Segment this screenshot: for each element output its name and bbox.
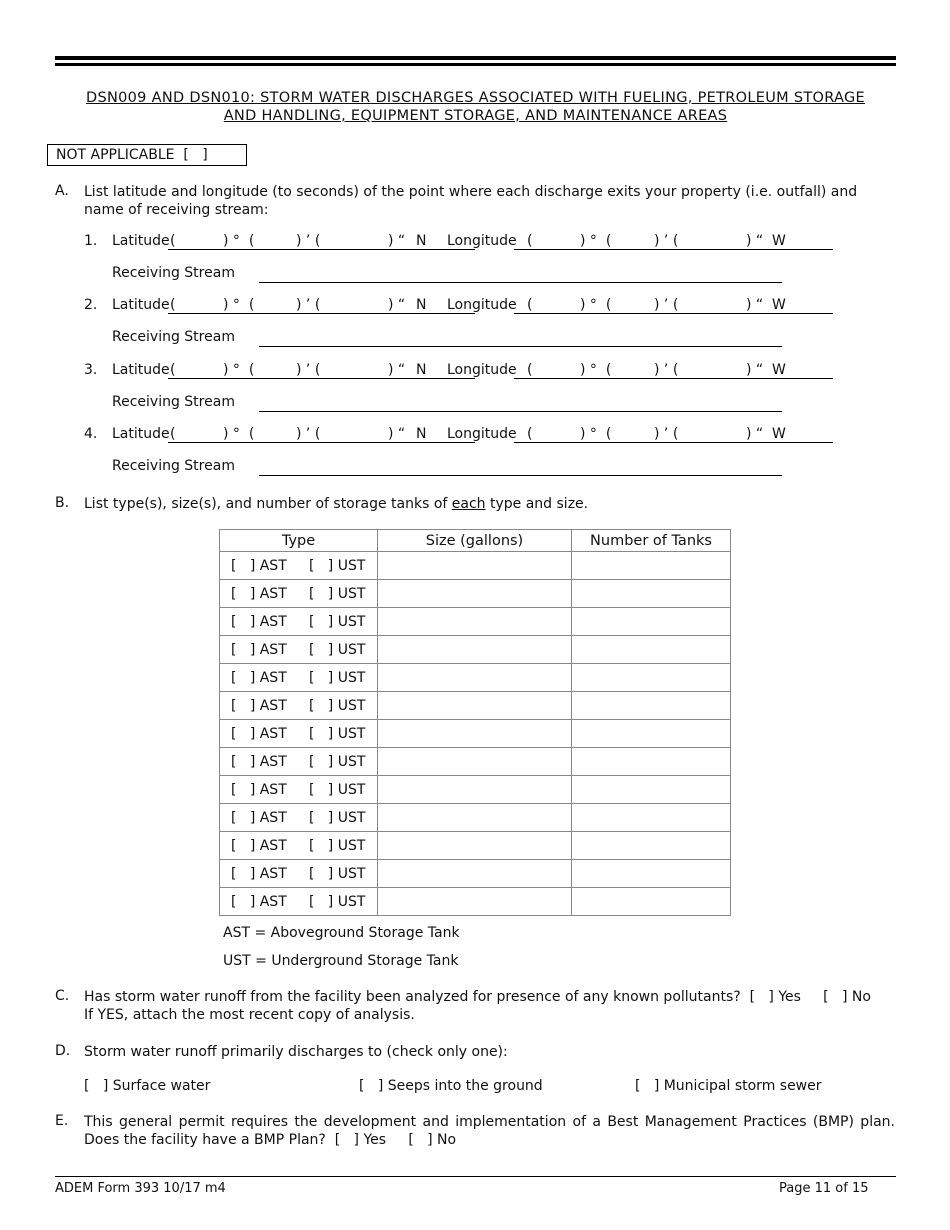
lon-degrees: ) ° ( (580, 362, 612, 378)
section-d-letter: D. (55, 1043, 71, 1059)
bmp-plan-question[interactable]: Does the facility have a BMP Plan? [ ] Yes [ ] No (84, 1132, 457, 1148)
tank-size-cell[interactable] (378, 720, 572, 748)
lon-open-paren: ( (527, 362, 533, 378)
section-e-text (84, 1113, 895, 1149)
section-c-question[interactable]: Has storm water runoff from the facility been analyzed for presence of any known pollutants? [ ] Yes [ ] No (84, 989, 871, 1005)
longitude-label: Longitude (447, 362, 517, 378)
form-id: ADEM Form 393 10/17 m4 (55, 1181, 226, 1196)
not-applicable-label: NOT APPLICABLE [ ] (56, 147, 208, 163)
tank-type-checkboxes[interactable]: [ ] AST [ ] UST (220, 636, 378, 664)
lon-minutes: ) ’ ( (654, 297, 679, 313)
tank-size-cell[interactable] (378, 860, 572, 888)
table-header-row (220, 530, 731, 552)
tank-count-cell[interactable] (572, 832, 731, 860)
title-line-1: DSN009 AND DSN010: STORM WATER DISCHARGES ASSOCIATED WITH FUELING, PETROLEUM STORAGE (86, 90, 865, 106)
lat-minutes: ) ’ ( (296, 233, 321, 249)
lon-degrees: ) ° ( (580, 297, 612, 313)
section-b-text: List type(s), size(s), and number of storage tanks of each type and size. (84, 496, 589, 512)
tank-type-checkboxes[interactable]: [ ] AST [ ] UST (220, 580, 378, 608)
tank-size-cell[interactable] (378, 552, 572, 580)
receiving-stream-label: Receiving Stream (112, 394, 235, 410)
title-line-2: AND HANDLING, EQUIPMENT STORAGE, AND MAINTENANCE AREAS (223, 108, 728, 124)
receiving-stream-label: Receiving Stream (112, 329, 235, 345)
tank-type-checkboxes[interactable]: [ ] AST [ ] UST (220, 860, 378, 888)
tank-type-checkboxes[interactable]: [ ] AST [ ] UST (220, 748, 378, 776)
lon-seconds: ) “ (746, 426, 764, 442)
each-underlined: each (451, 496, 486, 512)
table-row (220, 860, 731, 888)
receiving-stream-input[interactable] (259, 281, 782, 283)
west-label: W (772, 233, 786, 249)
table-row (220, 888, 731, 916)
lat-degrees: ) ° ( (223, 362, 255, 378)
tank-count-cell[interactable] (572, 580, 731, 608)
table-row (220, 608, 731, 636)
lon-open-paren: ( (527, 426, 533, 442)
latitude-input[interactable] (168, 233, 475, 250)
table-row (220, 804, 731, 832)
tank-type-checkboxes[interactable]: [ ] AST [ ] UST (220, 552, 378, 580)
footer-rule (55, 1176, 896, 1177)
tank-count-cell[interactable] (572, 776, 731, 804)
lat-open-paren: ( (170, 233, 176, 249)
section-a-text: List latitude and longitude (to seconds) of the point where each discharge exits your property (i.e. outfall) and name of receiving stream: (84, 184, 858, 218)
section-a-letter: A. (55, 183, 69, 199)
tank-count-cell[interactable] (572, 860, 731, 888)
table-row (220, 720, 731, 748)
west-label: W (772, 297, 786, 313)
surface-water-checkbox[interactable]: [ ] Surface water (84, 1078, 211, 1094)
lat-open-paren: ( (170, 362, 176, 378)
lon-open-paren: ( (527, 297, 533, 313)
row-number: 3. (84, 362, 98, 378)
table-row (220, 580, 731, 608)
tank-count-cell[interactable] (572, 608, 731, 636)
lat-degrees: ) ° ( (223, 233, 255, 249)
tank-count-cell[interactable] (572, 804, 731, 832)
tank-size-cell[interactable] (378, 692, 572, 720)
tank-count-cell[interactable] (572, 552, 731, 580)
seeps-into-ground-checkbox[interactable]: [ ] Seeps into the ground (359, 1078, 543, 1094)
ust-definition: UST = Underground Storage Tank (223, 953, 459, 969)
north-label: N (416, 426, 427, 442)
lon-seconds: ) “ (746, 233, 764, 249)
row-number: 1. (84, 233, 98, 249)
tank-count-cell[interactable] (572, 720, 731, 748)
tank-size-cell[interactable] (378, 748, 572, 776)
tank-size-cell[interactable] (378, 776, 572, 804)
coordinate-row (84, 362, 804, 382)
section-c-text (84, 988, 895, 1024)
tank-size-cell[interactable] (378, 580, 572, 608)
section-e-letter: E. (55, 1113, 69, 1129)
lon-degrees: ) ° ( (580, 233, 612, 249)
top-rule-1 (55, 56, 896, 60)
coordinate-row (84, 233, 804, 253)
coordinate-row (84, 426, 804, 446)
row-number: 4. (84, 426, 98, 442)
table-row (220, 636, 731, 664)
page-number: Page 11 of 15 (779, 1181, 869, 1196)
table-row (220, 692, 731, 720)
section-c-letter: C. (55, 988, 70, 1004)
col-number-header: Number of Tanks (572, 530, 731, 552)
latitude-label: Latitude (112, 362, 170, 378)
tank-count-cell[interactable] (572, 664, 731, 692)
north-label: N (416, 362, 427, 378)
not-applicable-checkbox[interactable] (47, 144, 247, 166)
tank-type-checkboxes[interactable]: [ ] AST [ ] UST (220, 608, 378, 636)
lat-minutes: ) ’ ( (296, 426, 321, 442)
top-rule-2 (55, 63, 896, 66)
latitude-input[interactable] (168, 426, 475, 443)
receiving-stream-input[interactable] (259, 345, 782, 347)
ast-definition: AST = Aboveground Storage Tank (223, 925, 460, 941)
tank-size-cell[interactable] (378, 608, 572, 636)
longitude-label: Longitude (447, 297, 517, 313)
lon-seconds: ) “ (746, 362, 764, 378)
latitude-input[interactable] (168, 297, 475, 314)
lat-seconds: ) “ (388, 426, 406, 442)
tank-type-checkboxes[interactable]: [ ] AST [ ] UST (220, 832, 378, 860)
lat-open-paren: ( (170, 426, 176, 442)
longitude-label: Longitude (447, 233, 517, 249)
tank-size-cell[interactable] (378, 832, 572, 860)
west-label: W (772, 362, 786, 378)
north-label: N (416, 233, 427, 249)
north-label: N (416, 297, 427, 313)
municipal-storm-sewer-checkbox[interactable]: [ ] Municipal storm sewer (635, 1078, 822, 1094)
receiving-stream-label: Receiving Stream (112, 265, 235, 281)
lat-seconds: ) “ (388, 362, 406, 378)
longitude-label: Longitude (447, 426, 517, 442)
latitude-label: Latitude (112, 426, 170, 442)
lat-minutes: ) ’ ( (296, 362, 321, 378)
lon-seconds: ) “ (746, 297, 764, 313)
section-d-text: Storm water runoff primarily discharges to (check only one): (84, 1044, 508, 1060)
tank-count-cell[interactable] (572, 748, 731, 776)
latitude-label: Latitude (112, 297, 170, 313)
storage-tanks-table (219, 529, 731, 916)
tank-size-cell[interactable] (378, 888, 572, 916)
tank-size-cell[interactable] (378, 804, 572, 832)
tank-type-checkboxes[interactable]: [ ] AST [ ] UST (220, 692, 378, 720)
coordinate-row (84, 297, 804, 317)
receiving-stream-input[interactable] (259, 474, 782, 476)
tank-type-checkboxes[interactable]: [ ] AST [ ] UST (220, 720, 378, 748)
tank-type-checkboxes[interactable]: [ ] AST [ ] UST (220, 776, 378, 804)
receiving-stream-label: Receiving Stream (112, 458, 235, 474)
receiving-stream-input[interactable] (259, 410, 782, 412)
lat-degrees: ) ° ( (223, 426, 255, 442)
tank-type-checkboxes[interactable]: [ ] AST [ ] UST (220, 888, 378, 916)
lon-minutes: ) ’ ( (654, 233, 679, 249)
col-size-header: Size (gallons) (378, 530, 572, 552)
tank-count-cell[interactable] (572, 636, 731, 664)
west-label: W (772, 426, 786, 442)
table-row (220, 664, 731, 692)
section-c-instruction: If YES, attach the most recent copy of analysis. (84, 1007, 415, 1023)
lon-open-paren: ( (527, 233, 533, 249)
tank-type-checkboxes[interactable]: [ ] AST [ ] UST (220, 664, 378, 692)
latitude-input[interactable] (168, 362, 475, 379)
page-title (55, 89, 896, 125)
table-row (220, 832, 731, 860)
tank-type-checkboxes[interactable]: [ ] AST [ ] UST (220, 804, 378, 832)
tank-count-cell[interactable] (572, 692, 731, 720)
section-b-letter: B. (55, 495, 70, 511)
lat-open-paren: ( (170, 297, 176, 313)
lat-degrees: ) ° ( (223, 297, 255, 313)
lat-seconds: ) “ (388, 297, 406, 313)
col-type-header: Type (220, 530, 378, 552)
section-e-line-1: This general permit requires the development and implementation of a Best Management Practices (BMP) plan. (84, 1114, 895, 1130)
latitude-label: Latitude (112, 233, 170, 249)
tank-size-cell[interactable] (378, 664, 572, 692)
lon-minutes: ) ’ ( (654, 426, 679, 442)
lat-minutes: ) ’ ( (296, 297, 321, 313)
lon-degrees: ) ° ( (580, 426, 612, 442)
row-number: 2. (84, 297, 98, 313)
lon-minutes: ) ’ ( (654, 362, 679, 378)
table-row (220, 776, 731, 804)
table-row (220, 748, 731, 776)
table-row (220, 552, 731, 580)
lat-seconds: ) “ (388, 233, 406, 249)
tank-count-cell[interactable] (572, 888, 731, 916)
tank-size-cell[interactable] (378, 636, 572, 664)
